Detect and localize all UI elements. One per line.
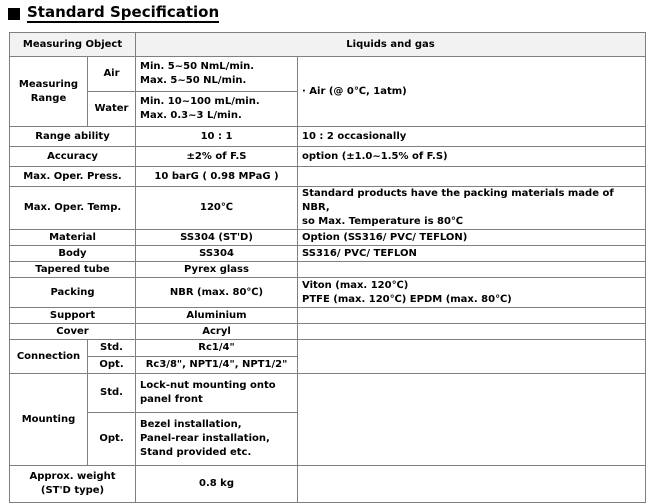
section-title: Standard Specification xyxy=(27,3,220,21)
header-object: Measuring Object xyxy=(10,33,136,57)
air-label: Air xyxy=(88,57,136,92)
table-row xyxy=(10,167,646,187)
packing-option: Viton (max. 120℃) PTFE (max. 120℃) EPDM (max. 80℃) xyxy=(298,278,646,308)
material-option: Option (SS316/ PVC/ TEFLON) xyxy=(298,230,646,246)
rangeability-label: Range ability xyxy=(10,127,136,147)
table-row xyxy=(10,340,646,357)
range-note: · Air (@ 0℃, 1atm) xyxy=(298,57,646,127)
accuracy-label: Accuracy xyxy=(10,147,136,167)
connection-note xyxy=(298,340,646,374)
max-press-option xyxy=(298,167,646,187)
measuring-range-label: Measuring Range xyxy=(10,57,88,127)
accuracy-option: option (±1.0~1.5% of F.S) xyxy=(298,147,646,167)
spec-table xyxy=(9,32,646,503)
packing-value: NBR (max. 80℃) xyxy=(136,278,298,308)
accuracy-value: ±2% of F.S xyxy=(136,147,298,167)
max-press-label: Max. Oper. Press. xyxy=(10,167,136,187)
packing-label: Packing xyxy=(10,278,136,308)
air-max: Max. 5~50 NL/min. xyxy=(140,75,247,86)
tapered-tube-label: Tapered tube xyxy=(10,262,136,278)
cover-value: Acryl xyxy=(136,324,298,340)
rangeability-option: 10 : 2 occasionally xyxy=(298,127,646,147)
mounting-std-value: Lock-nut mounting onto panel front xyxy=(136,374,298,413)
table-row xyxy=(10,147,646,167)
table-row xyxy=(10,308,646,324)
water-range xyxy=(136,92,298,127)
body-option: SS316/ PVC/ TEFLON xyxy=(298,246,646,262)
table-row xyxy=(10,57,646,92)
mounting-std-label: Std. xyxy=(88,374,136,413)
square-bullet-icon xyxy=(8,8,20,20)
mounting-label: Mounting xyxy=(10,374,88,466)
table-header-row xyxy=(10,33,646,57)
air-range xyxy=(136,57,298,92)
cover-option xyxy=(298,324,646,340)
table-row xyxy=(10,324,646,340)
tapered-tube-option xyxy=(298,262,646,278)
table-row xyxy=(10,262,646,278)
section-heading xyxy=(8,2,219,24)
mounting-opt-value: Bezel installation, Panel-rear installation, Stand provided etc. xyxy=(136,413,298,466)
connection-std-value: Rc1/4" xyxy=(136,340,298,357)
weight-label: Approx. weight (ST'D type) xyxy=(10,466,136,503)
mounting-opt-label: Opt. xyxy=(88,413,136,466)
connection-std-label: Std. xyxy=(88,340,136,357)
max-temp-option: Standard products have the packing materials made of NBR, so Max. Temperature is 80℃ xyxy=(298,187,646,230)
cover-label: Cover xyxy=(10,324,136,340)
tapered-tube-value: Pyrex glass xyxy=(136,262,298,278)
body-label: Body xyxy=(10,246,136,262)
support-label: Support xyxy=(10,308,136,324)
support-value: Aluminium xyxy=(136,308,298,324)
weight-value: 0.8 kg xyxy=(136,466,298,503)
table-row xyxy=(10,278,646,308)
max-temp-value: 120℃ xyxy=(136,187,298,230)
table-row xyxy=(10,187,646,230)
support-option xyxy=(298,308,646,324)
water-max: Max. 0.3~3 L/min. xyxy=(140,110,242,121)
material-label: Material xyxy=(10,230,136,246)
body-value: SS304 xyxy=(136,246,298,262)
rangeability-value: 10 : 1 xyxy=(136,127,298,147)
water-label: Water xyxy=(88,92,136,127)
table-row xyxy=(10,230,646,246)
connection-opt-value: Rc3/8", NPT1/4", NPT1/2" xyxy=(136,357,298,374)
max-temp-label: Max. Oper. Temp. xyxy=(10,187,136,230)
header-value: Liquids and gas xyxy=(136,33,646,57)
connection-opt-label: Opt. xyxy=(88,357,136,374)
water-min: Min. 10~100 mL/min. xyxy=(140,96,260,107)
table-row xyxy=(10,127,646,147)
table-row xyxy=(10,246,646,262)
air-min: Min. 5~50 NmL/min. xyxy=(140,61,255,72)
max-press-value: 10 barG ( 0.98 MPaG ) xyxy=(136,167,298,187)
mounting-note xyxy=(298,374,646,466)
connection-label: Connection xyxy=(10,340,88,374)
table-row xyxy=(10,374,646,413)
material-value: SS304 (ST'D) xyxy=(136,230,298,246)
